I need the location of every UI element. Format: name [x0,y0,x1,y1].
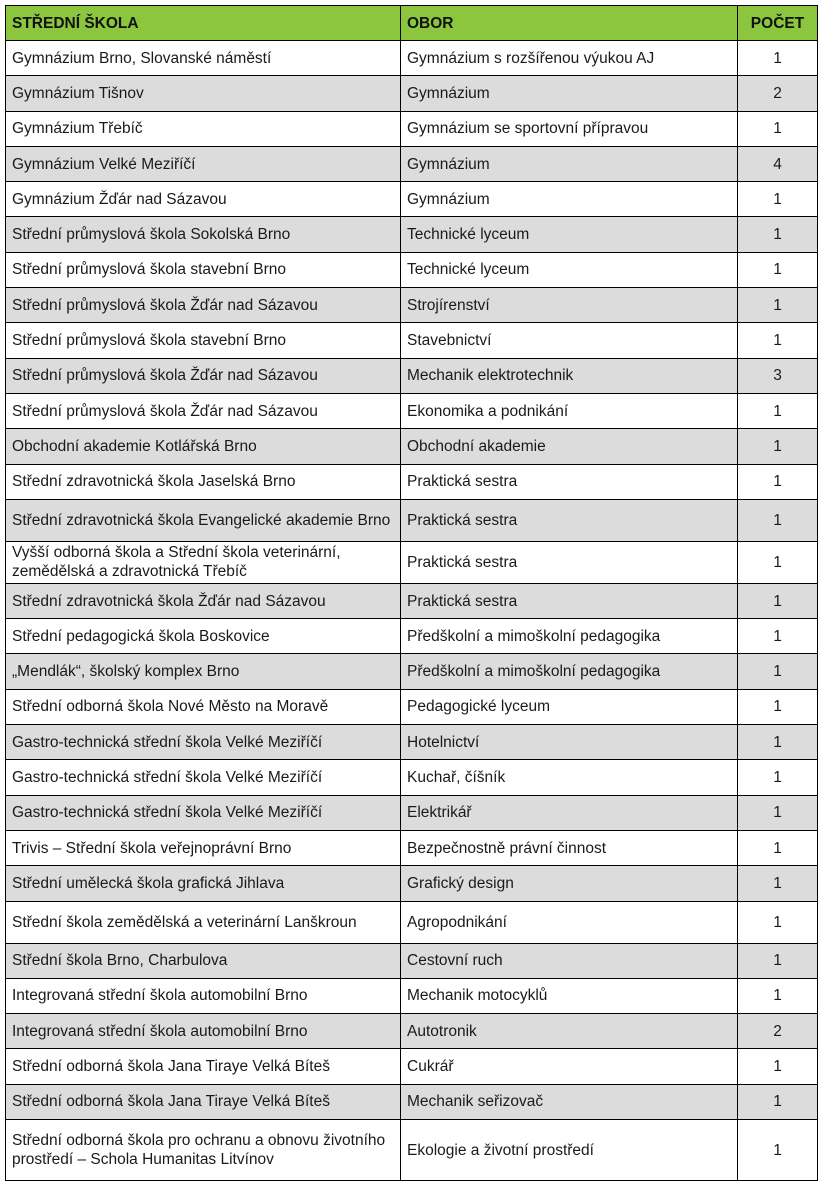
school-cell: Gastro-technická střední škola Velké Meziříčí [6,795,401,830]
school-cell: Integrovaná střední škola automobilní Brno [6,1014,401,1049]
count-cell: 1 [738,541,818,583]
table-row [6,41,818,76]
school-cell: Střední odborná škola pro ochranu a obnovu životního prostředí – Schola Humanitas Litvínov [6,1120,401,1181]
table-row [6,725,818,760]
table-row [6,464,818,499]
field-cell: Mechanik elektrotechnik [401,358,738,393]
header-school: STŘEDNÍ ŠKOLA [6,6,401,41]
school-cell: Střední zdravotnická škola Jaselská Brno [6,464,401,499]
table-row [6,583,818,618]
count-cell: 1 [738,429,818,464]
school-cell: Gymnázium Třebíč [6,111,401,146]
table-row [6,323,818,358]
table-row [6,830,818,865]
field-cell: Elektrikář [401,795,738,830]
table-row [6,619,818,654]
table-row [6,111,818,146]
count-cell: 1 [738,943,818,978]
field-cell: Gymnázium s rozšířenou výukou AJ [401,41,738,76]
field-cell: Gymnázium se sportovní přípravou [401,111,738,146]
table-row [6,1049,818,1084]
field-cell: Gymnázium [401,146,738,181]
school-cell: Trivis – Střední škola veřejnoprávní Brno [6,830,401,865]
count-cell: 1 [738,1120,818,1181]
school-cell: Střední umělecká škola grafická Jihlava [6,866,401,901]
school-cell: Gymnázium Žďár nad Sázavou [6,182,401,217]
school-cell: Střední průmyslová škola stavební Brno [6,323,401,358]
count-cell: 1 [738,583,818,618]
school-cell: Střední škola Brno, Charbulova [6,943,401,978]
table-row [6,901,818,943]
field-cell: Praktická sestra [401,541,738,583]
table-row [6,760,818,795]
table-header-row [6,6,818,41]
count-cell: 4 [738,146,818,181]
school-cell: Střední odborná škola Jana Tiraye Velká Bíteš [6,1049,401,1084]
count-cell: 1 [738,725,818,760]
count-cell: 2 [738,76,818,111]
field-cell: Praktická sestra [401,464,738,499]
field-cell: Praktická sestra [401,499,738,541]
school-cell: Střední průmyslová škola Žďár nad Sázavou [6,358,401,393]
header-count: POČET [738,6,818,41]
school-cell: „Mendlák“, školský komplex Brno [6,654,401,689]
field-cell: Grafický design [401,866,738,901]
header-field: OBOR [401,6,738,41]
school-cell: Gastro-technická střední škola Velké Meziříčí [6,725,401,760]
school-cell: Vyšší odborná škola a Střední škola veterinární, zemědělská a zdravotnická Třebíč [6,541,401,583]
count-cell: 1 [738,464,818,499]
field-cell: Autotronik [401,1014,738,1049]
count-cell: 1 [738,901,818,943]
table-row [6,393,818,428]
count-cell: 1 [738,182,818,217]
field-cell: Mechanik seřizovač [401,1084,738,1119]
field-cell: Cukrář [401,1049,738,1084]
field-cell: Ekologie a životní prostředí [401,1120,738,1181]
count-cell: 1 [738,978,818,1013]
field-cell: Gymnázium [401,76,738,111]
table-row [6,217,818,252]
school-cell: Integrovaná střední škola automobilní Brno [6,978,401,1013]
school-cell: Střední odborná škola Jana Tiraye Velká Bíteš [6,1084,401,1119]
table-row [6,1120,818,1181]
field-cell: Praktická sestra [401,583,738,618]
schools-table [5,5,818,1181]
school-cell: Střední průmyslová škola Žďár nad Sázavou [6,393,401,428]
field-cell: Strojírenství [401,288,738,323]
count-cell: 1 [738,866,818,901]
count-cell: 1 [738,499,818,541]
count-cell: 3 [738,358,818,393]
school-cell: Střední průmyslová škola Sokolská Brno [6,217,401,252]
table-row [6,182,818,217]
field-cell: Předškolní a mimoškolní pedagogika [401,619,738,654]
table-row [6,358,818,393]
field-cell: Technické lyceum [401,252,738,287]
field-cell: Bezpečnostně právní činnost [401,830,738,865]
count-cell: 1 [738,111,818,146]
count-cell: 1 [738,689,818,724]
count-cell: 1 [738,760,818,795]
school-cell: Střední zdravotnická škola Evangelické akademie Brno [6,499,401,541]
table-row [6,654,818,689]
school-cell: Střední průmyslová škola Žďár nad Sázavou [6,288,401,323]
count-cell: 2 [738,1014,818,1049]
field-cell: Technické lyceum [401,217,738,252]
field-cell: Stavebnictví [401,323,738,358]
field-cell: Gymnázium [401,182,738,217]
field-cell: Kuchař, číšník [401,760,738,795]
field-cell: Obchodní akademie [401,429,738,464]
school-cell: Střední průmyslová škola stavební Brno [6,252,401,287]
field-cell: Agropodnikání [401,901,738,943]
count-cell: 1 [738,1049,818,1084]
count-cell: 1 [738,41,818,76]
field-cell: Hotelnictví [401,725,738,760]
count-cell: 1 [738,393,818,428]
table-row [6,978,818,1013]
field-cell: Pedagogické lyceum [401,689,738,724]
count-cell: 1 [738,654,818,689]
table-row [6,1014,818,1049]
school-cell: Gastro-technická střední škola Velké Meziříčí [6,760,401,795]
table-row [6,76,818,111]
count-cell: 1 [738,217,818,252]
table-row [6,689,818,724]
school-cell: Střední škola zemědělská a veterinární Lanškroun [6,901,401,943]
count-cell: 1 [738,619,818,654]
table-row [6,943,818,978]
count-cell: 1 [738,288,818,323]
count-cell: 1 [738,795,818,830]
count-cell: 1 [738,1084,818,1119]
field-cell: Předškolní a mimoškolní pedagogika [401,654,738,689]
field-cell: Ekonomika a podnikání [401,393,738,428]
school-cell: Obchodní akademie Kotlářská Brno [6,429,401,464]
field-cell: Mechanik motocyklů [401,978,738,1013]
count-cell: 1 [738,323,818,358]
table-row [6,429,818,464]
table-row [6,1084,818,1119]
school-cell: Střední zdravotnická škola Žďár nad Sázavou [6,583,401,618]
table-row [6,252,818,287]
table-row [6,795,818,830]
school-cell: Gymnázium Tišnov [6,76,401,111]
field-cell: Cestovní ruch [401,943,738,978]
table-row [6,499,818,541]
table-row [6,288,818,323]
table-row [6,866,818,901]
school-cell: Gymnázium Brno, Slovanské náměstí [6,41,401,76]
school-cell: Střední odborná škola Nové Město na Moravě [6,689,401,724]
table-row [6,146,818,181]
count-cell: 1 [738,252,818,287]
school-cell: Gymnázium Velké Meziříčí [6,146,401,181]
table-row [6,541,818,583]
count-cell: 1 [738,830,818,865]
school-cell: Střední pedagogická škola Boskovice [6,619,401,654]
